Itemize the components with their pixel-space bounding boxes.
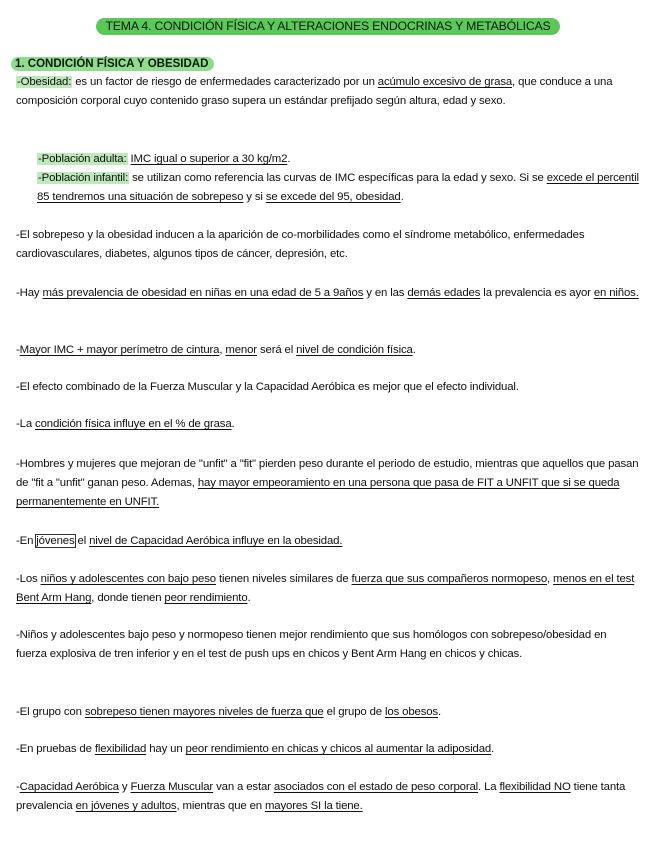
underlined-text: condición física influye en el % de grasa: [35, 418, 232, 430]
underlined-text: menor: [225, 344, 257, 356]
text: el grupo de: [323, 706, 386, 718]
text: , mientras que en: [176, 800, 265, 813]
paragraph-youth-aerobic: [16, 532, 640, 551]
underlined-text: se excede del 95, obesidad: [265, 191, 401, 204]
paragraph-comorbidities: -El sobrepeso y la obesidad inducen a la aparición de co-morbilidades como el síndrome metabólico, enfermedades cardiovasculares, diabetes, algunos tipos de cáncer, depresión, etc.: [16, 229, 585, 261]
text: -Los: [16, 573, 41, 585]
text: -El grupo con: [16, 706, 85, 718]
text: .: [231, 418, 235, 430]
text: , que conduce a una composición corporal cuyo contenido graso supera un estándar prefijado según altura, edad y sexo.: [16, 76, 613, 108]
underlined-text: peor rendimiento: [164, 592, 248, 605]
text: .: [400, 191, 404, 204]
text: hay un: [146, 743, 186, 755]
adult-label: -Población adulta:: [38, 153, 127, 165]
title-container: [0, 17, 656, 35]
text: tiene tanta prevalencia: [16, 781, 626, 813]
paragraph-prevalence: [16, 284, 640, 303]
underlined-text: más prevalencia de obesidad en niñas en una edad de 5 a 9años: [42, 287, 364, 299]
paragraph-underweight: [16, 570, 640, 608]
underlined-text: hay mayor empeoramiento en una persona que pasa de FIT a UNFIT que si se queda permanentemente en UNFIT.: [16, 477, 620, 509]
underlined-text: excede el percentil 85 tendremos una situación de sobrepeso: [37, 172, 639, 204]
text: van a estar: [213, 781, 274, 793]
text: y en las: [363, 287, 408, 299]
adult-population: [37, 150, 641, 169]
text: y si: [243, 191, 266, 204]
underlined-text: los obesos: [385, 706, 438, 718]
text: será el: [256, 344, 297, 356]
text: -: [16, 344, 20, 356]
text: -: [16, 781, 20, 793]
document-title: TEMA 4. CONDICIÓN FÍSICA Y ALTERACIONES ENDOCRINAS Y METABÓLICAS: [96, 18, 559, 35]
text: es un factor de riesgo de enfermedades caracterizado por un: [72, 76, 378, 88]
underlined-text: en niños.: [593, 287, 639, 299]
underlined-text: nivel de condición física: [296, 344, 413, 356]
underlined-text: flexibilidad NO: [499, 781, 571, 793]
underlined-text: Capacidad Aeróbica: [19, 781, 119, 793]
text: .: [287, 153, 291, 165]
underlined-text: niños y adolescentes con bajo peso: [40, 573, 216, 585]
child-population: [37, 169, 641, 207]
obesity-label: -Obesidad:: [17, 76, 72, 88]
paragraph-combined-effect: -El efecto combinado de la Fuerza Muscular y la Capacidad Aeróbica es mejor que el efecto individual.: [16, 381, 519, 393]
underlined-text: Fuerza Muscular: [130, 781, 214, 793]
underlined-text: mayores SI la tiene.: [264, 800, 363, 813]
underlined-text: asociados con el estado de peso corporal: [273, 781, 479, 793]
boxed-word: jóvenes: [36, 535, 75, 547]
underlined-text: sobrepeso tienen mayores niveles de fuerza que: [84, 706, 324, 718]
paragraph-fit-unfit: [16, 455, 640, 513]
paragraph-fat: [16, 415, 640, 434]
underlined-text: flexibilidad: [94, 743, 147, 755]
text: .: [437, 706, 441, 718]
text: .: [247, 592, 251, 605]
paragraph-strength-groups: [16, 703, 640, 722]
text: -Hay: [16, 287, 43, 299]
text: -En: [16, 535, 37, 547]
underlined-text: acúmulo excesivo de grasa: [377, 76, 513, 88]
text: se utilizan como referencia las curvas de IMC específicas para la edad y sexo. Si se: [129, 172, 547, 184]
underlined-text: Mayor IMC + mayor perímetro de cintura: [19, 344, 220, 356]
paragraph-association: [16, 778, 640, 816]
underlined-text: menos en el test Bent Arm Hang: [16, 573, 635, 605]
section-heading: 1. CONDICIÓN FÍSICA Y OBESIDAD: [11, 57, 214, 71]
text: la prevalencia es ayor: [480, 287, 594, 299]
text: -En pruebas de: [16, 743, 95, 755]
underlined-text: fuerza que sus compañeros normopeso: [351, 573, 548, 585]
text: ,: [219, 344, 226, 356]
text: el: [74, 535, 90, 547]
child-label: -Población infantil:: [38, 172, 129, 184]
text: -Hombres y mujeres que mejoran de "unfit" a "fit" pierden peso durante el periodo de estudio, mientras que aquellos que pasan de "fit a "unfit" ganan peso. Ademas,: [16, 458, 639, 490]
underlined-text: en jóvenes y adultos: [75, 800, 177, 813]
paragraph-flexibility: [16, 740, 640, 759]
paragraph-imc: [16, 341, 640, 360]
obesity-definition: [16, 73, 640, 111]
paragraph-normopeso: -Niños y adolescentes bajo peso y normopeso tienen mejor rendimiento que sus homólogos con sobrepeso/obesidad en fuerza explosiva de tren inferior y en el test de push ups en chicos y Bent Arm Hang en chicos y chicas.: [16, 629, 607, 661]
text: tienen niveles similares de: [215, 573, 352, 585]
text: . La: [478, 781, 500, 793]
text: -La: [16, 418, 36, 430]
text: .: [412, 344, 416, 356]
text: ,: [547, 573, 554, 585]
text: .: [491, 743, 495, 755]
underlined-text: nivel de Capacidad Aeróbica influye en la obesidad.: [89, 535, 343, 547]
text: , donde tienen: [91, 592, 165, 605]
underlined-text: peor rendimiento en chicas y chicos al aumentar la adiposidad: [185, 743, 492, 755]
underlined-text: IMC igual o superior a 30 kg/m2: [130, 153, 288, 165]
text: y: [118, 781, 131, 793]
underlined-text: demás edades: [407, 287, 481, 299]
